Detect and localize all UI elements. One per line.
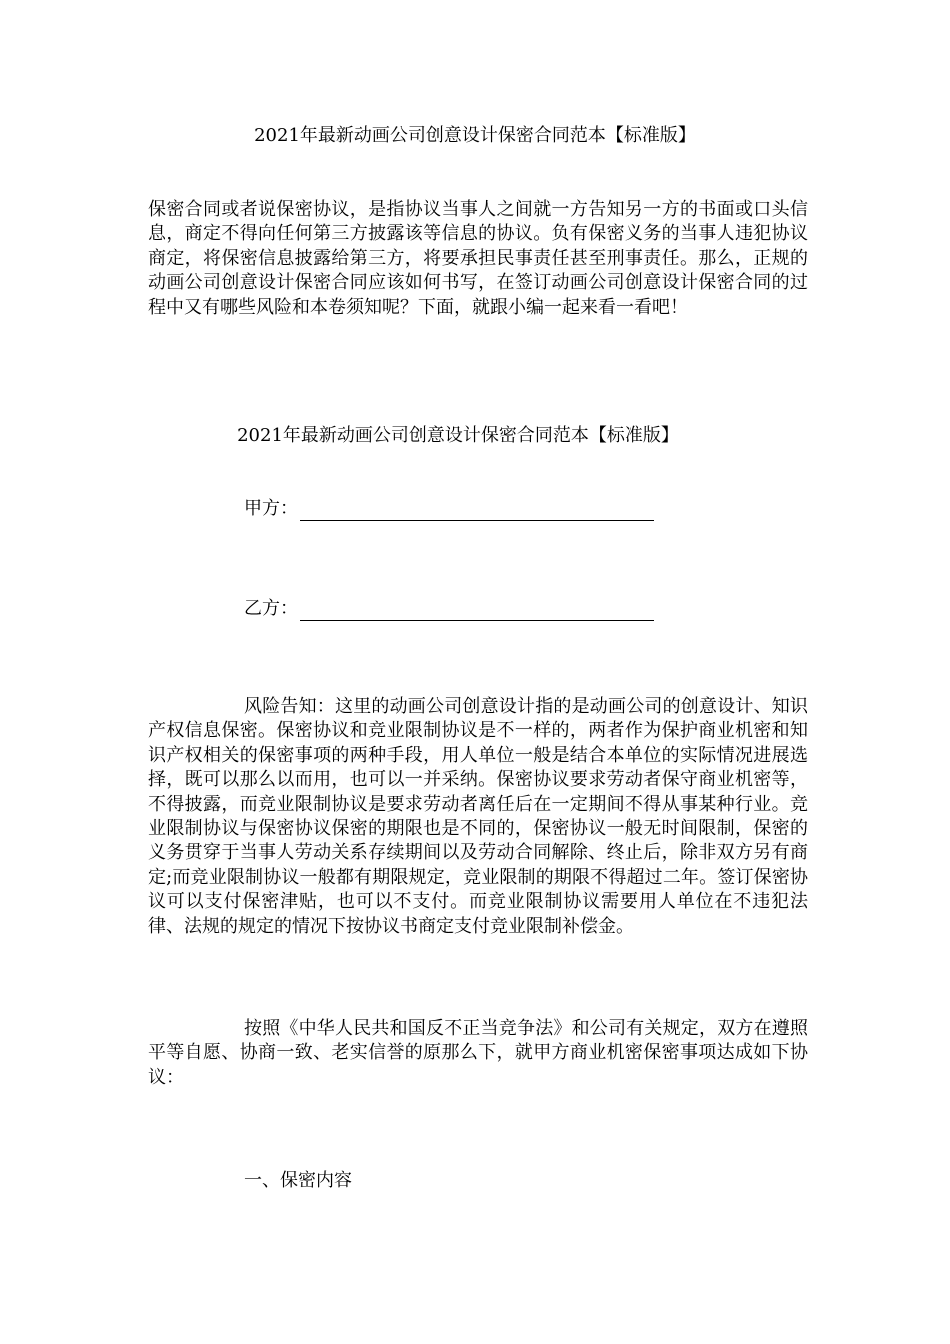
party-b-label: 乙方：	[244, 598, 298, 619]
section-heading-confidential-content: 一、保密内容	[244, 1170, 352, 1191]
party-a-blank-line	[300, 500, 654, 521]
law-basis-paragraph: 按照《中华人民共和国反不正当竞争法》和公司有关规定，双方在遵照平等自愿、协商一致、老实信誉的原那么下，就甲方商业机密保密事项达成如下协议：	[148, 1018, 808, 1088]
document-title: 2021年最新动画公司创意设计保密合同范本【标准版】	[254, 125, 696, 146]
party-b-field	[244, 597, 654, 621]
risk-notice-paragraph: 风险告知：这里的动画公司创意设计指的是动画公司的创意设计、知识产权信息保密。保密协议和竞业限制协议是不一样的，两者作为保护商业机密和知识产权相关的保密事项的两种手段，用人单位一般是结合本单位的实际情况进展选择，既可以那么以而用，也可以一并采纳。保密协议要求劳动者保守商业机密等，不得披露，而竞业限制协议是要求劳动者离任后在一定期间不得从事某种行业。竞业限制协议与保密协议保密的期限也是不同的，保密协议一般无时间限制，保密的义务贯穿于当事人劳动关系存续期间以及劳动合同解除、终止后，除非双方另有商定;而竞业限制协议一般都有期限规定，竞业限制的期限不得超过二年。签订保密协议可以支付保密津贴，也可以不支付。而竞业限制协议需要用人单位在不违犯法律、法规的规定的情况下按协议书商定支付竞业限制补偿金。	[148, 696, 808, 937]
intro-paragraph: 保密合同或者说保密协议，是指协议当事人之间就一方告知另一方的书面或口头信息，商定不得向任何第三方披露该等信息的协议。负有保密义务的当事人违犯协议商定，将保密信息披露给第三方，将要承担民事责任甚至刑事责任。那么，正规的动画公司创意设计保密合同应该如何书写，在签订动画公司创意设计保密合同的过程中又有哪些风险和本卷须知呢？下面，就跟小编一起来看一看吧！	[148, 199, 808, 318]
contract-title: 2021年最新动画公司创意设计保密合同范本【标准版】	[237, 425, 679, 446]
party-b-blank-line	[300, 600, 654, 621]
party-a-field	[244, 497, 654, 521]
party-a-label: 甲方：	[244, 498, 298, 519]
